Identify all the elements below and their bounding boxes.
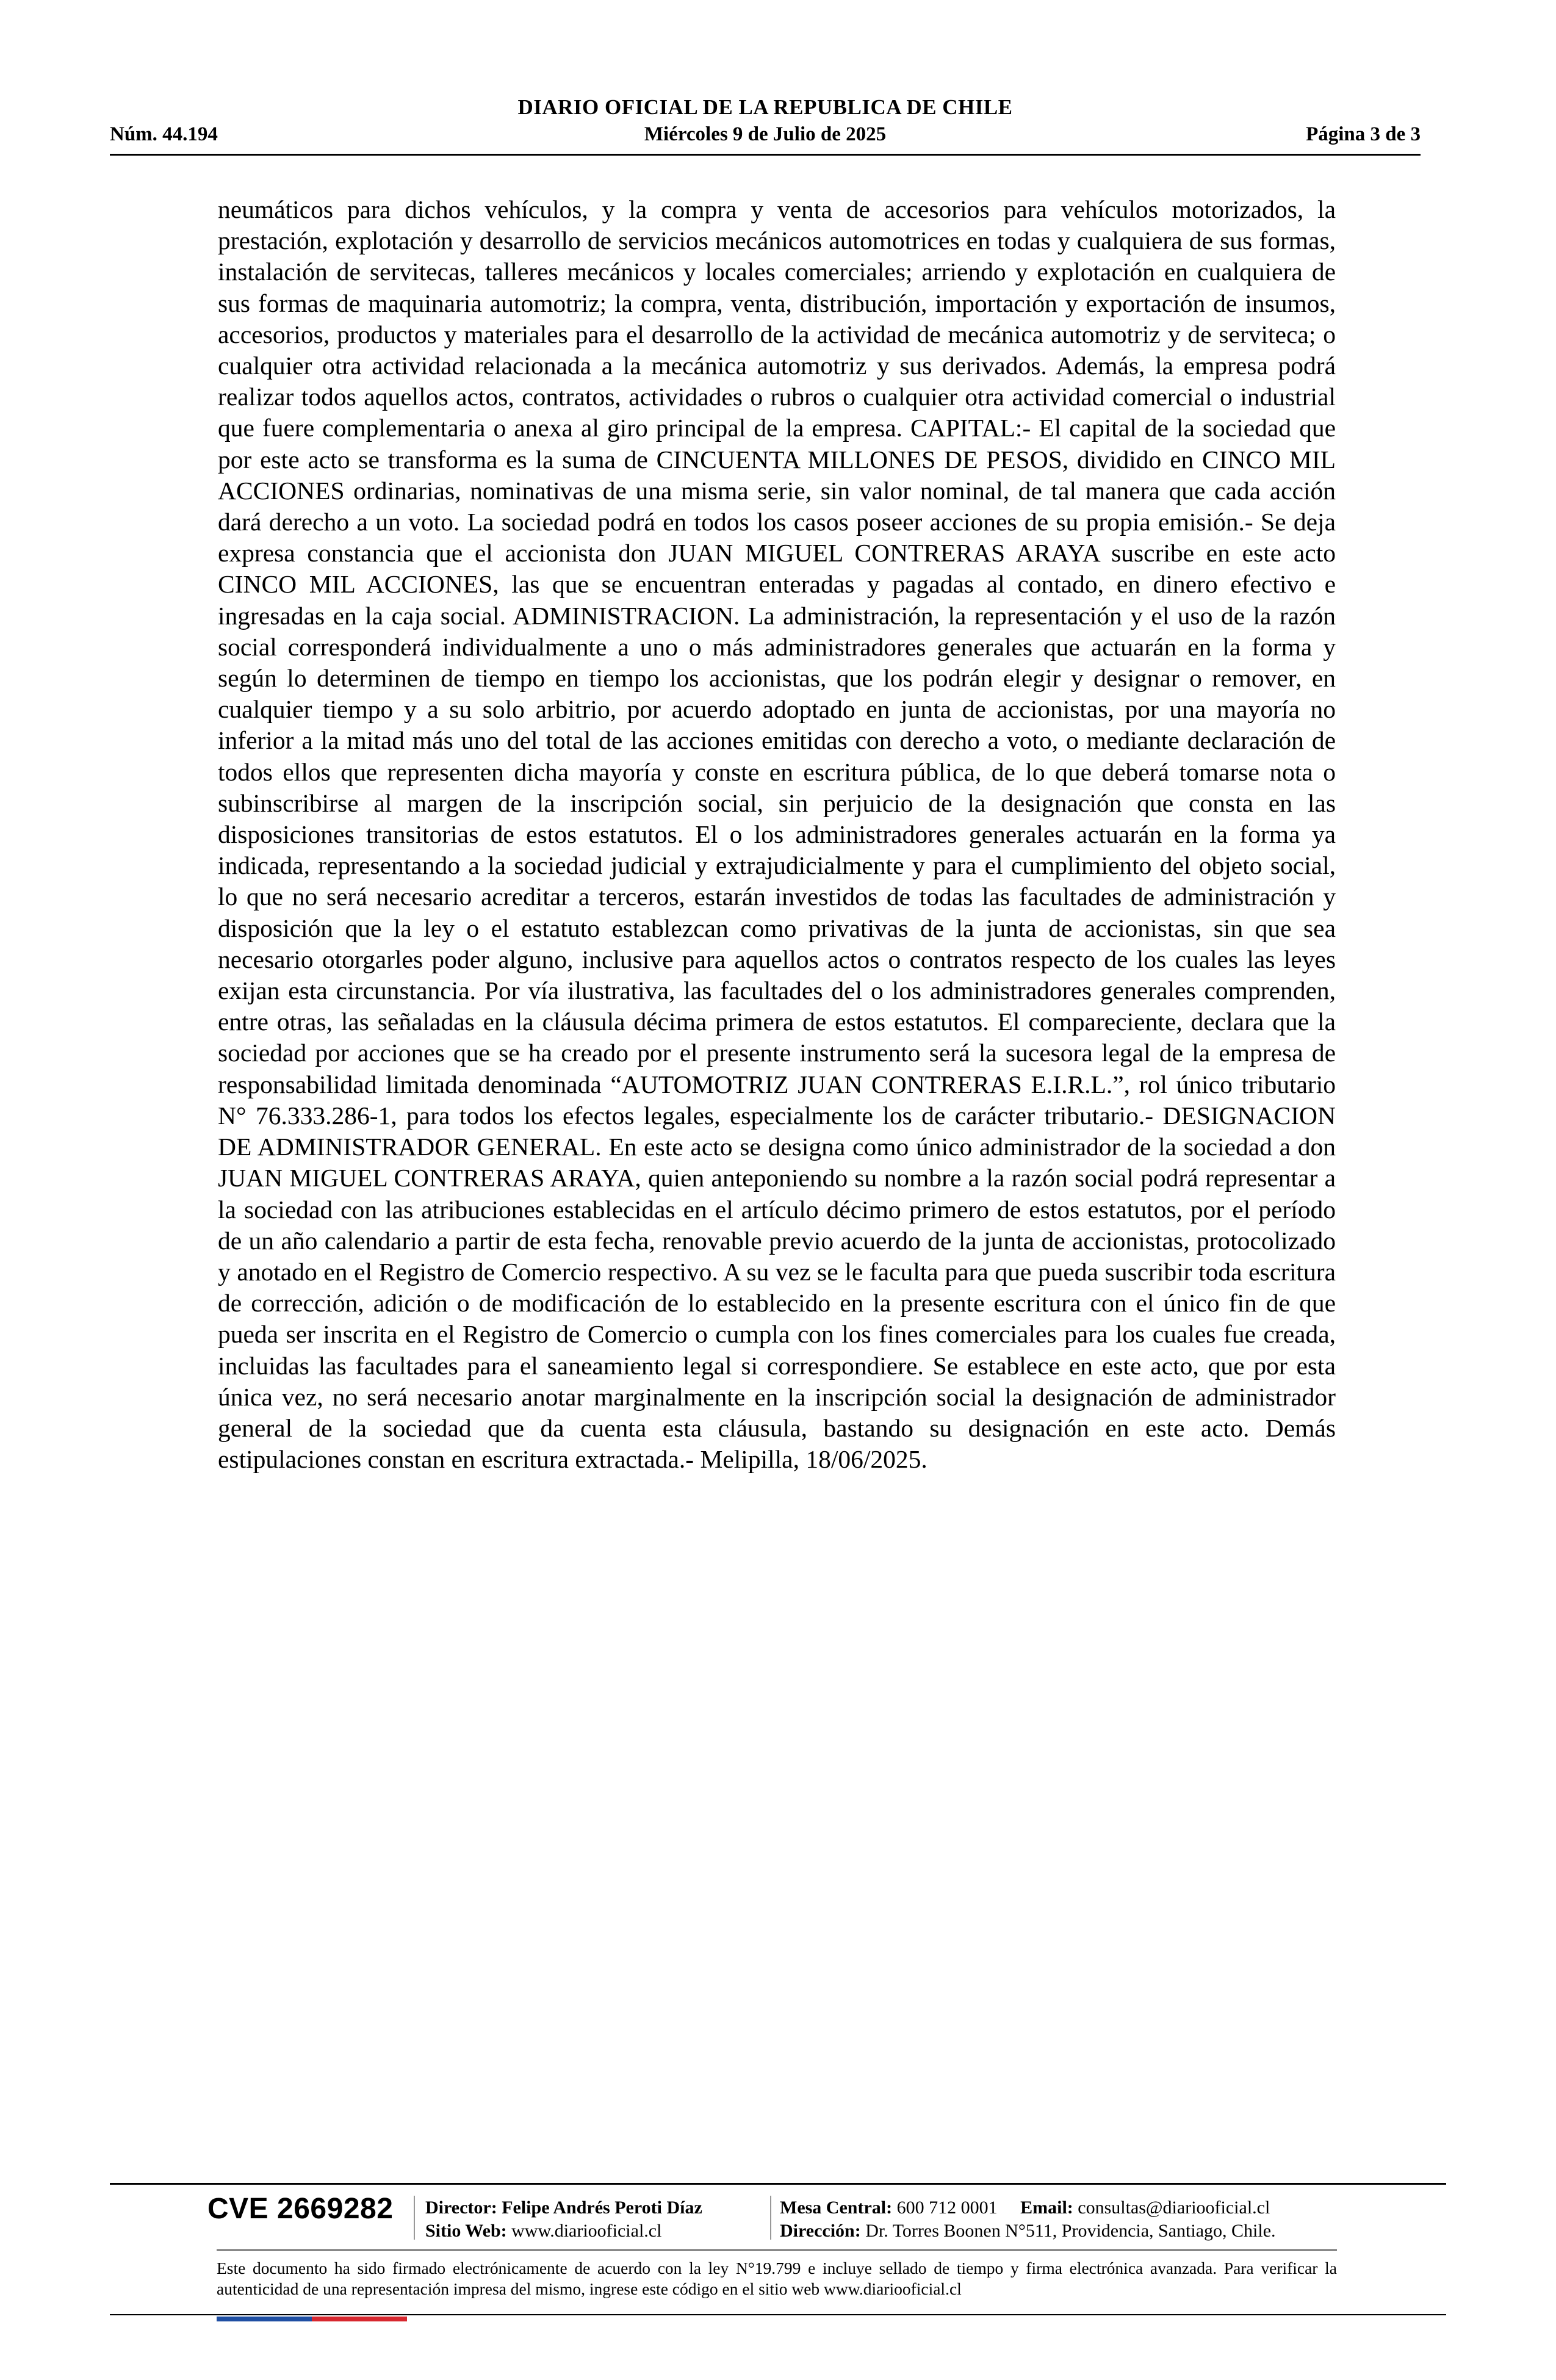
footer-divider-top <box>110 2183 1446 2185</box>
flag-red-segment <box>312 2317 407 2321</box>
flag-stripe <box>217 2317 407 2321</box>
page-header <box>110 92 1421 159</box>
contact-block <box>780 2196 1276 2243</box>
address-label: Dirección: <box>780 2221 861 2241</box>
director-label: Director: <box>425 2198 497 2218</box>
director-block <box>425 2196 702 2243</box>
legal-notice: Este documento ha sido firmado electrónicamente de acuerdo con la ley N°19.799 e incluye sellado de tiempo y firma electrónica avanzada. Para verificar la autenticidad de una representación impresa del mismo, ingrese este código en el sitio web www.diariooficial.cl <box>217 2259 1337 2298</box>
footer-separator <box>770 2196 771 2240</box>
director-line <box>425 2196 702 2220</box>
address-text: Dr. Torres Boonen N°511, Providencia, Santiago, Chile. <box>865 2221 1276 2241</box>
issue-date: Miércoles 9 de Julio de 2025 <box>644 123 887 145</box>
director-name: Felipe Andrés Peroti Díaz <box>502 2198 702 2218</box>
document-body: neumáticos para dichos vehículos, y la compra y venta de accesorios para vehículos motorizados, la prestación, explotación y desarrollo de servicios mecánicos automotrices en todas y cualquiera de sus formas, instalación de servitecas, talleres mecánicos y locales comerciales; arriendo y explotación en cualquiera de sus formas de maquinaria automotriz; la compra, venta, distribución, importación y exportación de insumos, accesorios, productos y materiales para el desarrollo de la actividad de mecánica automotriz y de serviteca; o cualquier otra actividad relacionada a la mecánica automotriz y sus derivados. Además, la empresa podrá realizar todos aquellos actos, contratos, actividades o rubros o cualquier otra actividad comercial o industrial que fuere complementaria o anexa al giro principal de la empresa. CAPITAL:- El capital de la sociedad que por este acto se transforma es la suma de CINCUENTA MILLONES DE PESOS, dividido en CINCO MIL ACCIONES ordinarias, nominativas de una misma serie, sin valor nominal, de tal manera que cada acción dará derecho a un voto. La sociedad podrá en todos los casos poseer acciones de su propia emisión.- Se deja expresa constancia que el accionista don JUAN MIGUEL CONTRERAS ARAYA suscribe en este acto CINCO MIL ACCIONES, las que se encuentran enteradas y pagadas al contado, en dinero efectivo e ingresadas en la caja social. ADMINISTRACION. La administración, la representación y el uso de la razón social corresponderá individualmente a uno o más administradores generales que actuarán en la forma y según lo determinen de tiempo en tiempo los accionistas, que los podrán elegir y designar o remover, en cualquier tiempo y a su solo arbitrio, por acuerdo adoptado en junta de accionistas, por una mayoría no inferior a la mitad más uno del total de las acciones emitidas con derecho a voto, o mediante declaración de todos ellos que representen dicha mayoría y conste en escritura pública, de lo que deberá tomarse nota o subinscribirse al margen de la inscripción social, sin perjuicio de la designación que consta en las disposiciones transitorias de estos estatutos. El o los administradores generales actuarán en la forma ya indicada, representando a la sociedad judicial y extrajudicialmente y para el cumplimiento del objeto social, lo que no será necesario acreditar a terceros, estarán investidos de todas las facultades de administración y disposición que la ley o el estatuto establezcan como privativas de la junta de accionistas, sin que sea necesario otorgarles poder alguno, inclusive para aquellos actos o contratos respecto de los cuales las leyes exijan esta circunstancia. Por vía ilustrativa, las facultades del o los administradores generales comprenden, entre otras, las señaladas en la cláusula décima primera de estos estatutos. El compareciente, declara que la sociedad por acciones que se ha creado por el presente instrumento será la sucesora legal de la empresa de responsabilidad limitada denominada “AUTOMOTRIZ JUAN CONTRERAS E.I.R.L.”, rol único tributario N° 76.333.286-1, para todos los efectos legales, especialmente los de carácter tributario.- DESIGNACION DE ADMINISTRADOR GENERAL. En este acto se designa como único administrador de la sociedad a don JUAN MIGUEL CONTRERAS ARAYA, quien anteponiendo su nombre a la razón social podrá representar a la sociedad con las atribuciones establecidas en el artículo décimo primero de estos estatutos, por el período de un año calendario a partir de esta fecha, renovable previo acuerdo de la junta de accionistas, protocolizado y anotado en el Registro de Comercio respectivo. A su vez se le faculta para que pueda suscribir toda escritura de corrección, adición o de modificación de lo establecido en la presente escritura con el único fin de que pueda ser inscrita en el Registro de Comercio o cumpla con los fines comerciales para los cuales fue creada, incluidas las facultades para el saneamiento legal si correspondiere. Se establece en este acto, que por esta única vez, no será necesario anotar marginalmente en la inscripción social la designación de administrador general de la sociedad que da cuenta esta cláusula, bastando su designación en este acto. Demás estipulaciones constan en escritura extractada.- Melipilla, 18/06/2025. <box>218 195 1336 1474</box>
website-label: Sitio Web: <box>425 2221 507 2241</box>
email-label: Email: <box>1020 2198 1073 2218</box>
cve-code: CVE 2669282 <box>207 2193 394 2225</box>
header-divider <box>110 154 1421 156</box>
website-line <box>425 2220 702 2243</box>
phone-label: Mesa Central: <box>780 2198 893 2218</box>
email-link[interactable]: consultas@diariooficial.cl <box>1078 2198 1270 2218</box>
footer-divider-bottom <box>110 2314 1446 2315</box>
website-link[interactable]: www.diariooficial.cl <box>511 2221 662 2241</box>
address-line <box>780 2220 1276 2243</box>
phone-number: 600 712 0001 <box>896 2198 998 2218</box>
flag-blue-segment <box>217 2317 312 2321</box>
publication-title: DIARIO OFICIAL DE LA REPUBLICA DE CHILE <box>517 95 1013 119</box>
page-number: Página 3 de 3 <box>1306 123 1421 145</box>
footer-separator <box>414 2196 415 2240</box>
footer-divider-mid <box>217 2249 1337 2251</box>
issue-number: Núm. 44.194 <box>110 123 218 145</box>
phone-email-line <box>780 2196 1276 2220</box>
